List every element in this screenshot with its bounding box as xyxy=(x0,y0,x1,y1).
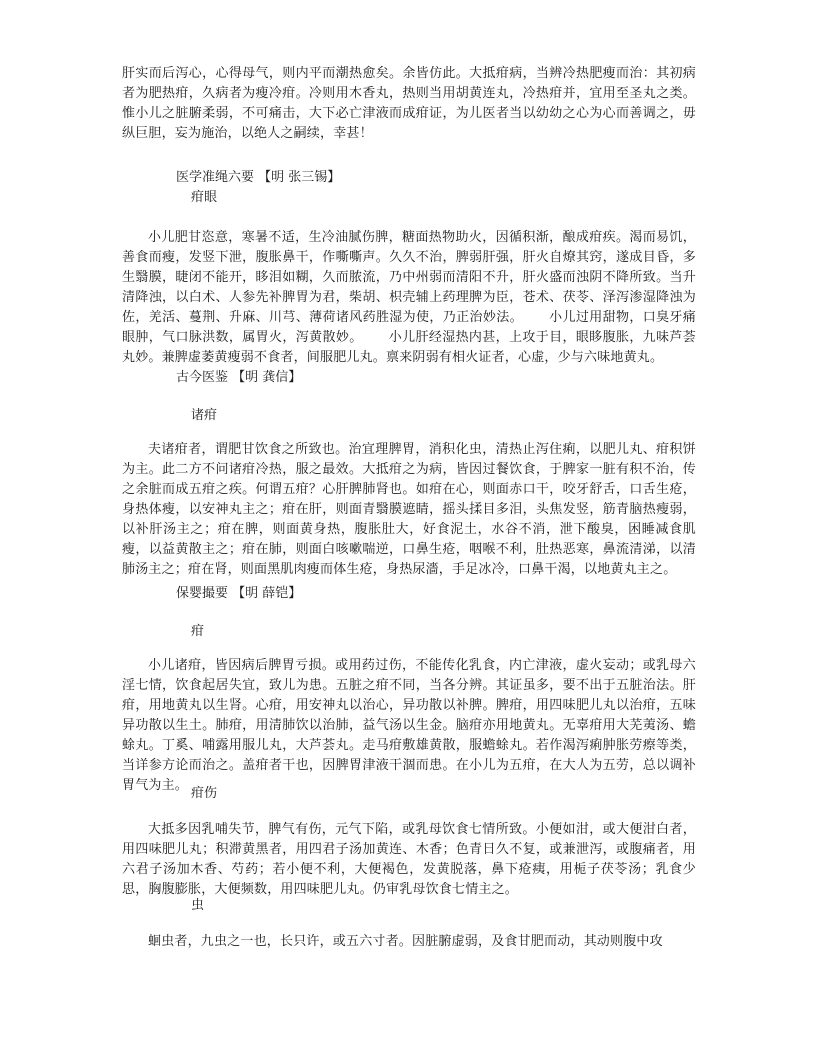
intro-paragraph: 肝实而后泻心，心得母气，则内平而潮热愈矣。余皆仿此。大抵疳病，当辨冷热肥瘦而治：其初病者为肥热疳，久病者为瘦冷疳。冷则用木香丸，热则当用胡黄连丸，冷热疳并，宜用至圣丸之类。惟小儿之脏腑柔弱，不可痛击，大下必亡津液而成疳证，为儿医者当以幼幼之心为心而善调之，毋纵巨胆，妄为施治，以绝人之嗣续，幸甚！ xyxy=(122,66,696,141)
ganyan-text-a: 小儿肥甘恣意，寒暑不适，生冷油腻伤脾，糖面热物助火，因循积渐，酿成疳疾。渴而易饥，善食而瘦，发竖下泄，腹胀鼻干，作嘶嘶声。久久不治，脾弱肝强，肝火自燎其窍，遂成目昏，多生翳膜，睫闭不能开，眵泪如糊，久而脓流，乃中州弱而清阳不升，肝火盛而浊阴不降所致。当升清降浊，以白术、人参先补脾胃为君，柴胡、枳壳辅上药理脾为臣，苍术、茯苓、泽泻渗湿降浊为佐，羌活、蔓荆、升麻、川芎、薄荷诸风药胜湿为使，乃正治妙法。 xyxy=(122,230,696,325)
gan-paragraph: 小儿诸疳，皆因病后脾胃亏损。或用药过伤，不能传化乳食，内亡津液，虚火妄动；或乳母六淫七情，饮食起居失宜，致儿为患。五脏之疳不同，当各分辨。其证虽多，要不出于五脏治法。肝疳，用地黄丸以生肾。心疳，用安神丸以治心，异功散以补脾。脾疳，用四味肥儿丸以治疳，五味异功散以生土。肺疳，用清肺饮以治肺，益气汤以生金。脑疳亦用地黄丸。无辜疳用大芜荑汤、蟾蜍丸。丁奚、哺露用服儿丸，大芦荟丸。走马疳敷雄黄散，服蟾蜍丸。若作渴泻痢肿胀劳瘵等类，当详参方论而治之。盖疳者干也，因脾胃津液干涸而患。在小儿为五疳，在大人为五劳，总以调补胃气为主。 xyxy=(122,658,696,793)
ganyan-text-c: 小儿肝经湿热内甚，上攻于目，眼眵腹胀，九味芦荟丸妙。兼脾虚萎黄瘦弱不食者，间服肥儿丸。禀来阴弱有相火证者，心虚，少与六味地黄丸。 xyxy=(122,330,696,365)
source-citation-3: 保婴撮要 【明 薛铠】 xyxy=(176,586,302,601)
section-heading-zhugan: 诸疳 xyxy=(191,408,218,423)
source-citation-1: 医学准绳六要 【明 张三锡】 xyxy=(176,170,341,185)
section-heading-ganyan: 疳眼 xyxy=(191,190,218,205)
chong-paragraph: 蛔虫者，九虫之一也，长只许，或五六寸者。因脏腑虚弱，及食甘肥而动，其动则腹中攻 xyxy=(148,934,663,949)
section-heading-ganshang: 疳伤 xyxy=(191,786,218,801)
zhugan-paragraph: 夫诸疳者，谓肥甘饮食之所致也。治宜理脾胃，消积化虫，清热止泻住痢，以肥儿丸、疳积饼为主。此二方不问诸疳冷热，服之最效。大抵疳之为病，皆因过餐饮食，于脾家一脏有积不治，传之余脏而成五疳之疾。何谓五疳？心肝脾肺肾也。如疳在心，则面赤口干，咬牙舒舌，口舌生疮，身热体瘦，以安神丸主之；疳在肝，则面青翳膜遮睛，摇头揉目多泪，头焦发竖，筋青脑热瘦弱，以补肝汤主之；疳在脾，则面黄身热，腹胀肚大，好食泥土，水谷不消，泄下酸臭，困睡减食肌瘦，以益黄散主之；疳在肺，则面白咳嗽喘逆，口鼻生疮，咽喉不利，肚热恶寒，鼻流清涕，以清肺汤主之；疳在肾，则面黑肌肉瘦而体生疮，身热尿濇，手足冰冷，口鼻干渴，以地黄丸主之。 xyxy=(122,442,696,577)
ganyan-paragraph xyxy=(122,228,696,368)
source-citation-2: 古今医鉴 【明 龚信】 xyxy=(176,370,302,385)
ganyan-text-b: 小儿过用甜物，口臭牙痛眼肿，气口脉洪数，属胃火，泻黄散妙。 xyxy=(122,310,696,345)
section-heading-gan: 疳 xyxy=(191,624,205,639)
ganshang-paragraph: 大抵多因乳哺失节，脾气有伤，元气下陷，或乳母饮食七情所致。小便如泔，或大便泔白者，用四味肥儿丸；积滞黄黑者，用四君子汤加黄连、木香；色青日久不复，或兼泄泻，或腹痛者，用六君子汤加木香、芍药；若小便不利，大便褐色，发黄脱落，鼻下疮痍，用栀子茯苓汤；乳食少思，胸腹膨胀，大便频数，用四味肥儿丸。仍审乳母饮食七情主之。 xyxy=(122,822,696,897)
section-heading-chong: 虫 xyxy=(191,898,205,913)
